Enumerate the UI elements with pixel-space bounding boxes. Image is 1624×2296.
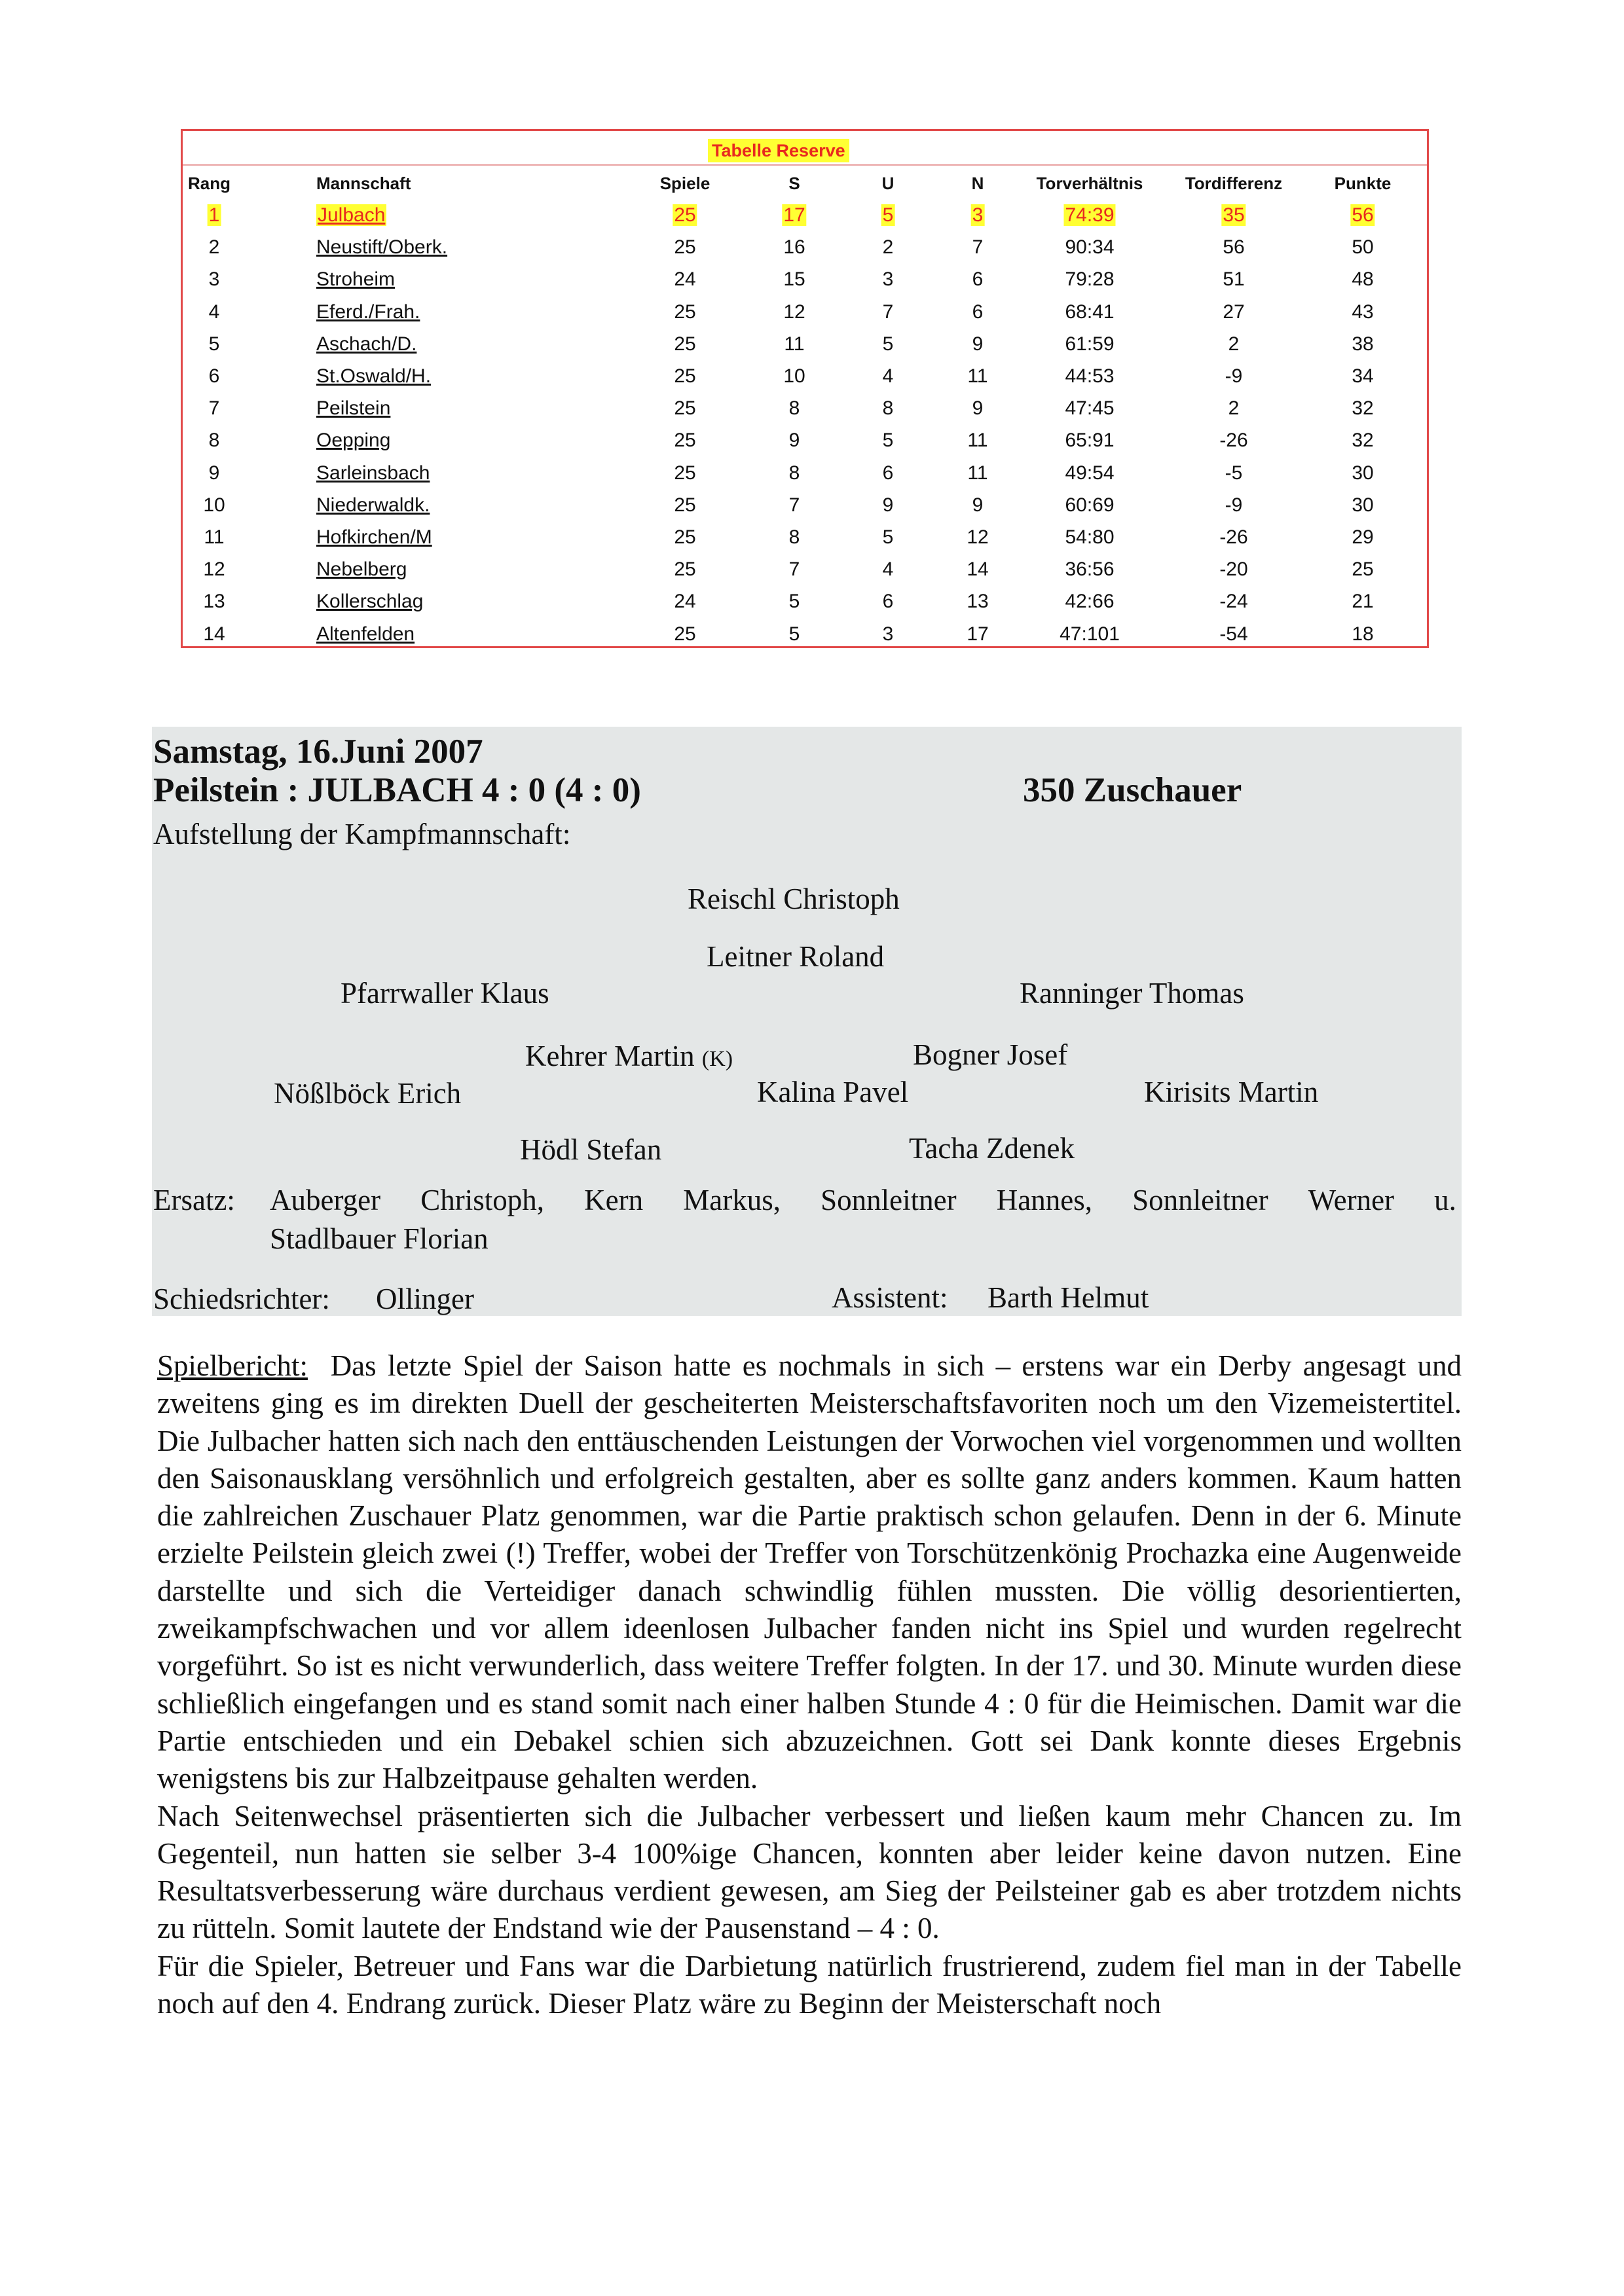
subs-label: Ersatz: (153, 1184, 235, 1216)
cell-mannschaft[interactable]: Nebelberg (316, 558, 407, 581)
table-row (183, 489, 1427, 521)
cell-tordifferenz: -54 (1219, 623, 1248, 645)
captain-mark: (K) (701, 1047, 733, 1071)
cell-u: 7 (882, 301, 894, 323)
table-row (183, 424, 1427, 456)
cell-tordifferenz: -24 (1219, 591, 1248, 613)
table-row (183, 618, 1427, 650)
cell-punkte: 32 (1352, 429, 1374, 452)
cell-rang: 1 (208, 204, 220, 226)
cell-mannschaft[interactable]: Peilstein (316, 397, 391, 420)
cell-tordifferenz: 2 (1228, 333, 1240, 355)
subs-word: Sonnleitner (1132, 1184, 1268, 1216)
cell-punkte: 18 (1352, 623, 1374, 645)
cell-spiele: 25 (674, 236, 696, 259)
cell-n: 9 (972, 494, 984, 516)
cell-rang: 11 (204, 526, 225, 548)
cell-tordifferenz: -5 (1225, 462, 1243, 484)
cell-spiele: 25 (674, 623, 696, 645)
cell-s: 7 (788, 558, 800, 581)
cell-u: 9 (882, 494, 894, 516)
cell-tordifferenz: 27 (1223, 301, 1245, 323)
table-row (183, 553, 1427, 585)
match-report (157, 1347, 1462, 2022)
cell-spiele: 25 (674, 333, 696, 355)
player-goalkeeper: Reischl Christoph (688, 883, 900, 915)
cell-torverhaeltnis: 90:34 (1065, 236, 1115, 259)
cell-punkte: 32 (1352, 397, 1374, 420)
match-fixture: Peilstein : JULBACH 4 : 0 (4 : 0) (153, 771, 641, 809)
cell-punkte: 30 (1352, 462, 1374, 484)
cell-n: 17 (967, 623, 989, 645)
cell-spiele: 25 (674, 429, 696, 452)
subs-line-2: Stadlbauer Florian (270, 1222, 489, 1255)
subs-word: Sonnleitner (821, 1184, 957, 1216)
cell-spiele: 25 (674, 558, 696, 581)
cell-mannschaft[interactable]: Eferd./Frah. (316, 301, 420, 323)
cell-punkte: 38 (1352, 333, 1374, 355)
cell-n: 7 (972, 236, 984, 259)
cell-n: 11 (967, 365, 988, 387)
player: Nößlböck Erich (274, 1077, 462, 1110)
cell-spiele: 25 (674, 397, 696, 420)
cell-torverhaeltnis: 47:45 (1065, 397, 1115, 420)
cell-punkte: 56 (1352, 204, 1374, 226)
cell-rang: 8 (208, 429, 220, 452)
player-name: Kehrer Martin (525, 1040, 695, 1072)
cell-torverhaeltnis: 47:101 (1060, 623, 1120, 645)
cell-u: 4 (882, 558, 894, 581)
table-row (183, 457, 1427, 489)
header-spiele: Spiele (659, 173, 710, 193)
subs-word: u. (1434, 1184, 1456, 1216)
cell-s: 10 (783, 365, 805, 387)
cell-u: 5 (882, 333, 894, 355)
table-row (183, 392, 1427, 424)
table-row (183, 199, 1427, 231)
player: Pfarrwaller Klaus (341, 977, 549, 1010)
player-captain (525, 1039, 733, 1073)
referee-name: Ollinger (376, 1283, 474, 1315)
cell-u: 8 (882, 397, 894, 420)
cell-tordifferenz: 51 (1223, 268, 1245, 291)
referee-label: Schiedsrichter: (153, 1283, 330, 1315)
cell-tordifferenz: 56 (1223, 236, 1245, 259)
subs-word: Hannes, (996, 1184, 1092, 1216)
cell-s: 7 (788, 494, 800, 516)
cell-mannschaft[interactable]: Julbach (318, 204, 386, 226)
cell-u: 5 (882, 526, 894, 548)
subs-line-1 (270, 1183, 1456, 1217)
cell-spiele: 24 (674, 591, 696, 613)
divider (183, 164, 1427, 166)
report-label: Spielbericht: (157, 1349, 308, 1382)
player: Hödl Stefan (520, 1133, 662, 1166)
cell-torverhaeltnis: 79:28 (1065, 268, 1115, 291)
report-paragraph (157, 1347, 1462, 1798)
cell-n: 14 (967, 558, 989, 581)
cell-u: 5 (882, 204, 894, 226)
cell-s: 17 (783, 204, 805, 226)
cell-mannschaft[interactable]: Aschach/D. (316, 333, 417, 355)
cell-n: 3 (972, 204, 984, 226)
cell-mannschaft[interactable]: Niederwaldk. (316, 494, 430, 516)
cell-mannschaft[interactable]: Sarleinsbach (316, 462, 430, 484)
cell-torverhaeltnis: 60:69 (1065, 494, 1115, 516)
cell-punkte: 30 (1352, 494, 1374, 516)
report-text: Das letzte Spiel der Saison hatte es nochmals in sich – erstens war ein Derby angesagt und zweitens ging es im direkten Duell der gescheiterten Meisterschaftsfavoriten noch um den Vizemeistertitel. Die Julbacher hatten sich nach den enttäuschenden Leistungen der Vorwochen viel vorgenommen und wollten den Saisonausklang versöhnlich und erfolgreich gestalten, aber es sollte ganz anders kommen. Kaum hatten die zahlreichen Zuschauer Platz genommen, war die Partie praktisch schon gelaufen. Denn in der 6. Minute erzielte Peilstein gleich zwei (!) Treffer, wobei der Treffer von Torschützenkönig Prochazka eine Augenweide darstellte und sich die Verteidiger danach schwindlig fühlen mussten. Die völlig desorientierten, zweikampfschwachen und vor allem ideenlosen Julbacher fanden nicht ins Spiel und wurden regelrecht vorgeführt. So ist es nicht verwunderlich, dass weitere Treffer folgten. In der 17. und 30. Minute wurden diese schließlich eingefangen und es stand somit nach einer halben Stunde 4 : 0 für die Heimischen. Damit war die Partie entschieden und ein Debakel schien sich abzuzeichnen. Gott sei Dank konnte dieses Ergebnis wenigstens bis zur Halbzeitpause gehalten werden. (157, 1349, 1462, 1795)
cell-n: 12 (967, 526, 989, 548)
cell-mannschaft[interactable]: Altenfelden (316, 623, 415, 645)
cell-u: 6 (882, 462, 894, 484)
cell-tordifferenz: -9 (1225, 365, 1243, 387)
cell-n: 13 (967, 591, 989, 613)
assistant-name: Barth Helmut (987, 1281, 1149, 1314)
cell-n: 6 (972, 301, 984, 323)
cell-torverhaeltnis: 54:80 (1065, 526, 1115, 548)
assistant-label: Assistent: (832, 1281, 948, 1314)
header-punkte: Punkte (1334, 173, 1392, 193)
report-paragraph: Für die Spieler, Betreuer und Fans war die Darbietung natürlich frustrierend, zudem fiel man in der Tabelle noch auf den 4. Endrang zurück. Dieser Platz wäre zu Beginn der Meisterschaft noch (157, 1949, 1462, 2020)
cell-u: 6 (882, 591, 894, 613)
player: Kirisits Martin (1144, 1076, 1319, 1108)
cell-torverhaeltnis: 49:54 (1065, 462, 1115, 484)
cell-n: 11 (967, 462, 988, 484)
cell-punkte: 43 (1352, 301, 1374, 323)
table-row (183, 231, 1427, 263)
cell-s: 8 (788, 397, 800, 420)
cell-tordifferenz: -9 (1225, 494, 1243, 516)
cell-spiele: 25 (674, 462, 696, 484)
table-row (183, 296, 1427, 328)
header-torverhaeltnis: Torverhältnis (1036, 173, 1143, 193)
cell-torverhaeltnis: 44:53 (1065, 365, 1115, 387)
cell-rang: 5 (208, 333, 220, 355)
cell-punkte: 29 (1352, 526, 1374, 548)
table-title: Tabelle Reserve (708, 139, 849, 162)
cell-mannschaft[interactable]: Oepping (316, 429, 391, 452)
cell-rang: 2 (208, 236, 220, 259)
cell-torverhaeltnis: 42:66 (1065, 591, 1115, 613)
cell-n: 9 (972, 397, 984, 420)
cell-u: 4 (882, 365, 894, 387)
cell-rang: 12 (203, 558, 225, 581)
cell-rang: 14 (203, 623, 225, 645)
cell-spiele: 25 (674, 365, 696, 387)
cell-mannschaft[interactable]: Kollerschlag (316, 591, 424, 613)
league-table (181, 129, 1429, 648)
lineup-header: Aufstellung der Kampfmannschaft: (153, 818, 571, 850)
cell-punkte: 21 (1352, 591, 1374, 613)
report-paragraph: Nach Seitenwechsel präsentierten sich die Julbacher verbessert und ließen kaum mehr Chancen zu. Im Gegenteil, nun hatten sie selber 3-4 100%ige Chancen, konnten aber leider keine davon nutzen. Eine Resultatsverbesserung wäre durchaus verdient gewesen, am Sieg der Peilsteiner gab es aber trotzdem nichts zu rütteln. Somit lautete der Endstand wie der Pausenstand – 4 : 0. (157, 1799, 1462, 1945)
cell-rang: 6 (208, 365, 220, 387)
cell-s: 8 (788, 526, 800, 548)
player: Tacha Zdenek (909, 1132, 1075, 1165)
cell-punkte: 48 (1352, 268, 1374, 291)
cell-s: 8 (788, 462, 800, 484)
player: Kalina Pavel (757, 1076, 909, 1108)
subs-word: Werner (1308, 1184, 1395, 1216)
cell-mannschaft[interactable]: Stroheim (316, 268, 396, 291)
match-date: Samstag, 16.Juni 2007 (153, 733, 483, 771)
table-row (183, 360, 1427, 392)
cell-s: 16 (783, 236, 805, 259)
cell-torverhaeltnis: 36:56 (1065, 558, 1115, 581)
header-mannschaft: Mannschaft (316, 173, 411, 193)
subs-word: Kern (584, 1184, 644, 1216)
cell-rang: 9 (208, 462, 220, 484)
cell-tordifferenz: -26 (1219, 526, 1248, 548)
cell-u: 2 (882, 236, 894, 259)
cell-spiele: 25 (674, 301, 696, 323)
cell-tordifferenz: -20 (1219, 558, 1248, 581)
cell-tordifferenz: 35 (1223, 204, 1245, 226)
subs-word: Markus, (683, 1184, 781, 1216)
cell-tordifferenz: -26 (1219, 429, 1248, 452)
cell-punkte: 25 (1352, 558, 1374, 581)
cell-spiele: 25 (674, 526, 696, 548)
match-info-box (152, 727, 1462, 1316)
player: Bogner Josef (913, 1038, 1068, 1071)
cell-u: 3 (882, 268, 894, 291)
table-row (183, 521, 1427, 553)
table-row (183, 585, 1427, 617)
cell-mannschaft[interactable]: Neustift/Oberk. (316, 236, 448, 259)
cell-mannschaft[interactable]: Hofkirchen/M (316, 526, 432, 548)
cell-n: 11 (967, 429, 988, 452)
cell-tordifferenz: 2 (1228, 397, 1240, 420)
cell-s: 11 (784, 333, 805, 355)
header-tordifferenz: Tordifferenz (1185, 173, 1283, 193)
cell-rang: 13 (203, 591, 225, 613)
cell-mannschaft[interactable]: St.Oswald/H. (316, 365, 432, 387)
cell-s: 15 (783, 268, 805, 291)
header-rang: Rang (188, 173, 231, 193)
header-u: U (881, 173, 895, 193)
cell-s: 5 (788, 623, 800, 645)
subs-word: Christoph, (420, 1184, 545, 1216)
cell-u: 5 (882, 429, 894, 452)
cell-torverhaeltnis: 68:41 (1065, 301, 1115, 323)
cell-s: 9 (788, 429, 800, 452)
match-spectators: 350 Zuschauer (1023, 771, 1242, 809)
cell-n: 9 (972, 333, 984, 355)
cell-torverhaeltnis: 65:91 (1065, 429, 1115, 452)
table-title-row (183, 131, 1427, 164)
subs-word: Auberger (270, 1184, 381, 1216)
cell-rang: 3 (208, 268, 220, 291)
cell-spiele: 25 (674, 494, 696, 516)
cell-n: 6 (972, 268, 984, 291)
cell-s: 5 (788, 591, 800, 613)
header-s: S (788, 173, 800, 193)
cell-u: 3 (882, 623, 894, 645)
cell-torverhaeltnis: 61:59 (1065, 333, 1115, 355)
table-row (183, 263, 1427, 295)
player: Leitner Roland (707, 940, 885, 973)
cell-rang: 10 (203, 494, 225, 516)
header-n: N (971, 173, 984, 193)
player: Ranninger Thomas (1020, 977, 1244, 1010)
cell-punkte: 50 (1352, 236, 1374, 259)
cell-spiele: 25 (674, 204, 696, 226)
cell-s: 12 (783, 301, 805, 323)
cell-punkte: 34 (1352, 365, 1374, 387)
cell-rang: 7 (208, 397, 220, 420)
table-header-row (183, 170, 1427, 196)
cell-spiele: 24 (674, 268, 696, 291)
table-row (183, 328, 1427, 360)
cell-torverhaeltnis: 74:39 (1065, 204, 1115, 226)
cell-rang: 4 (208, 301, 220, 323)
